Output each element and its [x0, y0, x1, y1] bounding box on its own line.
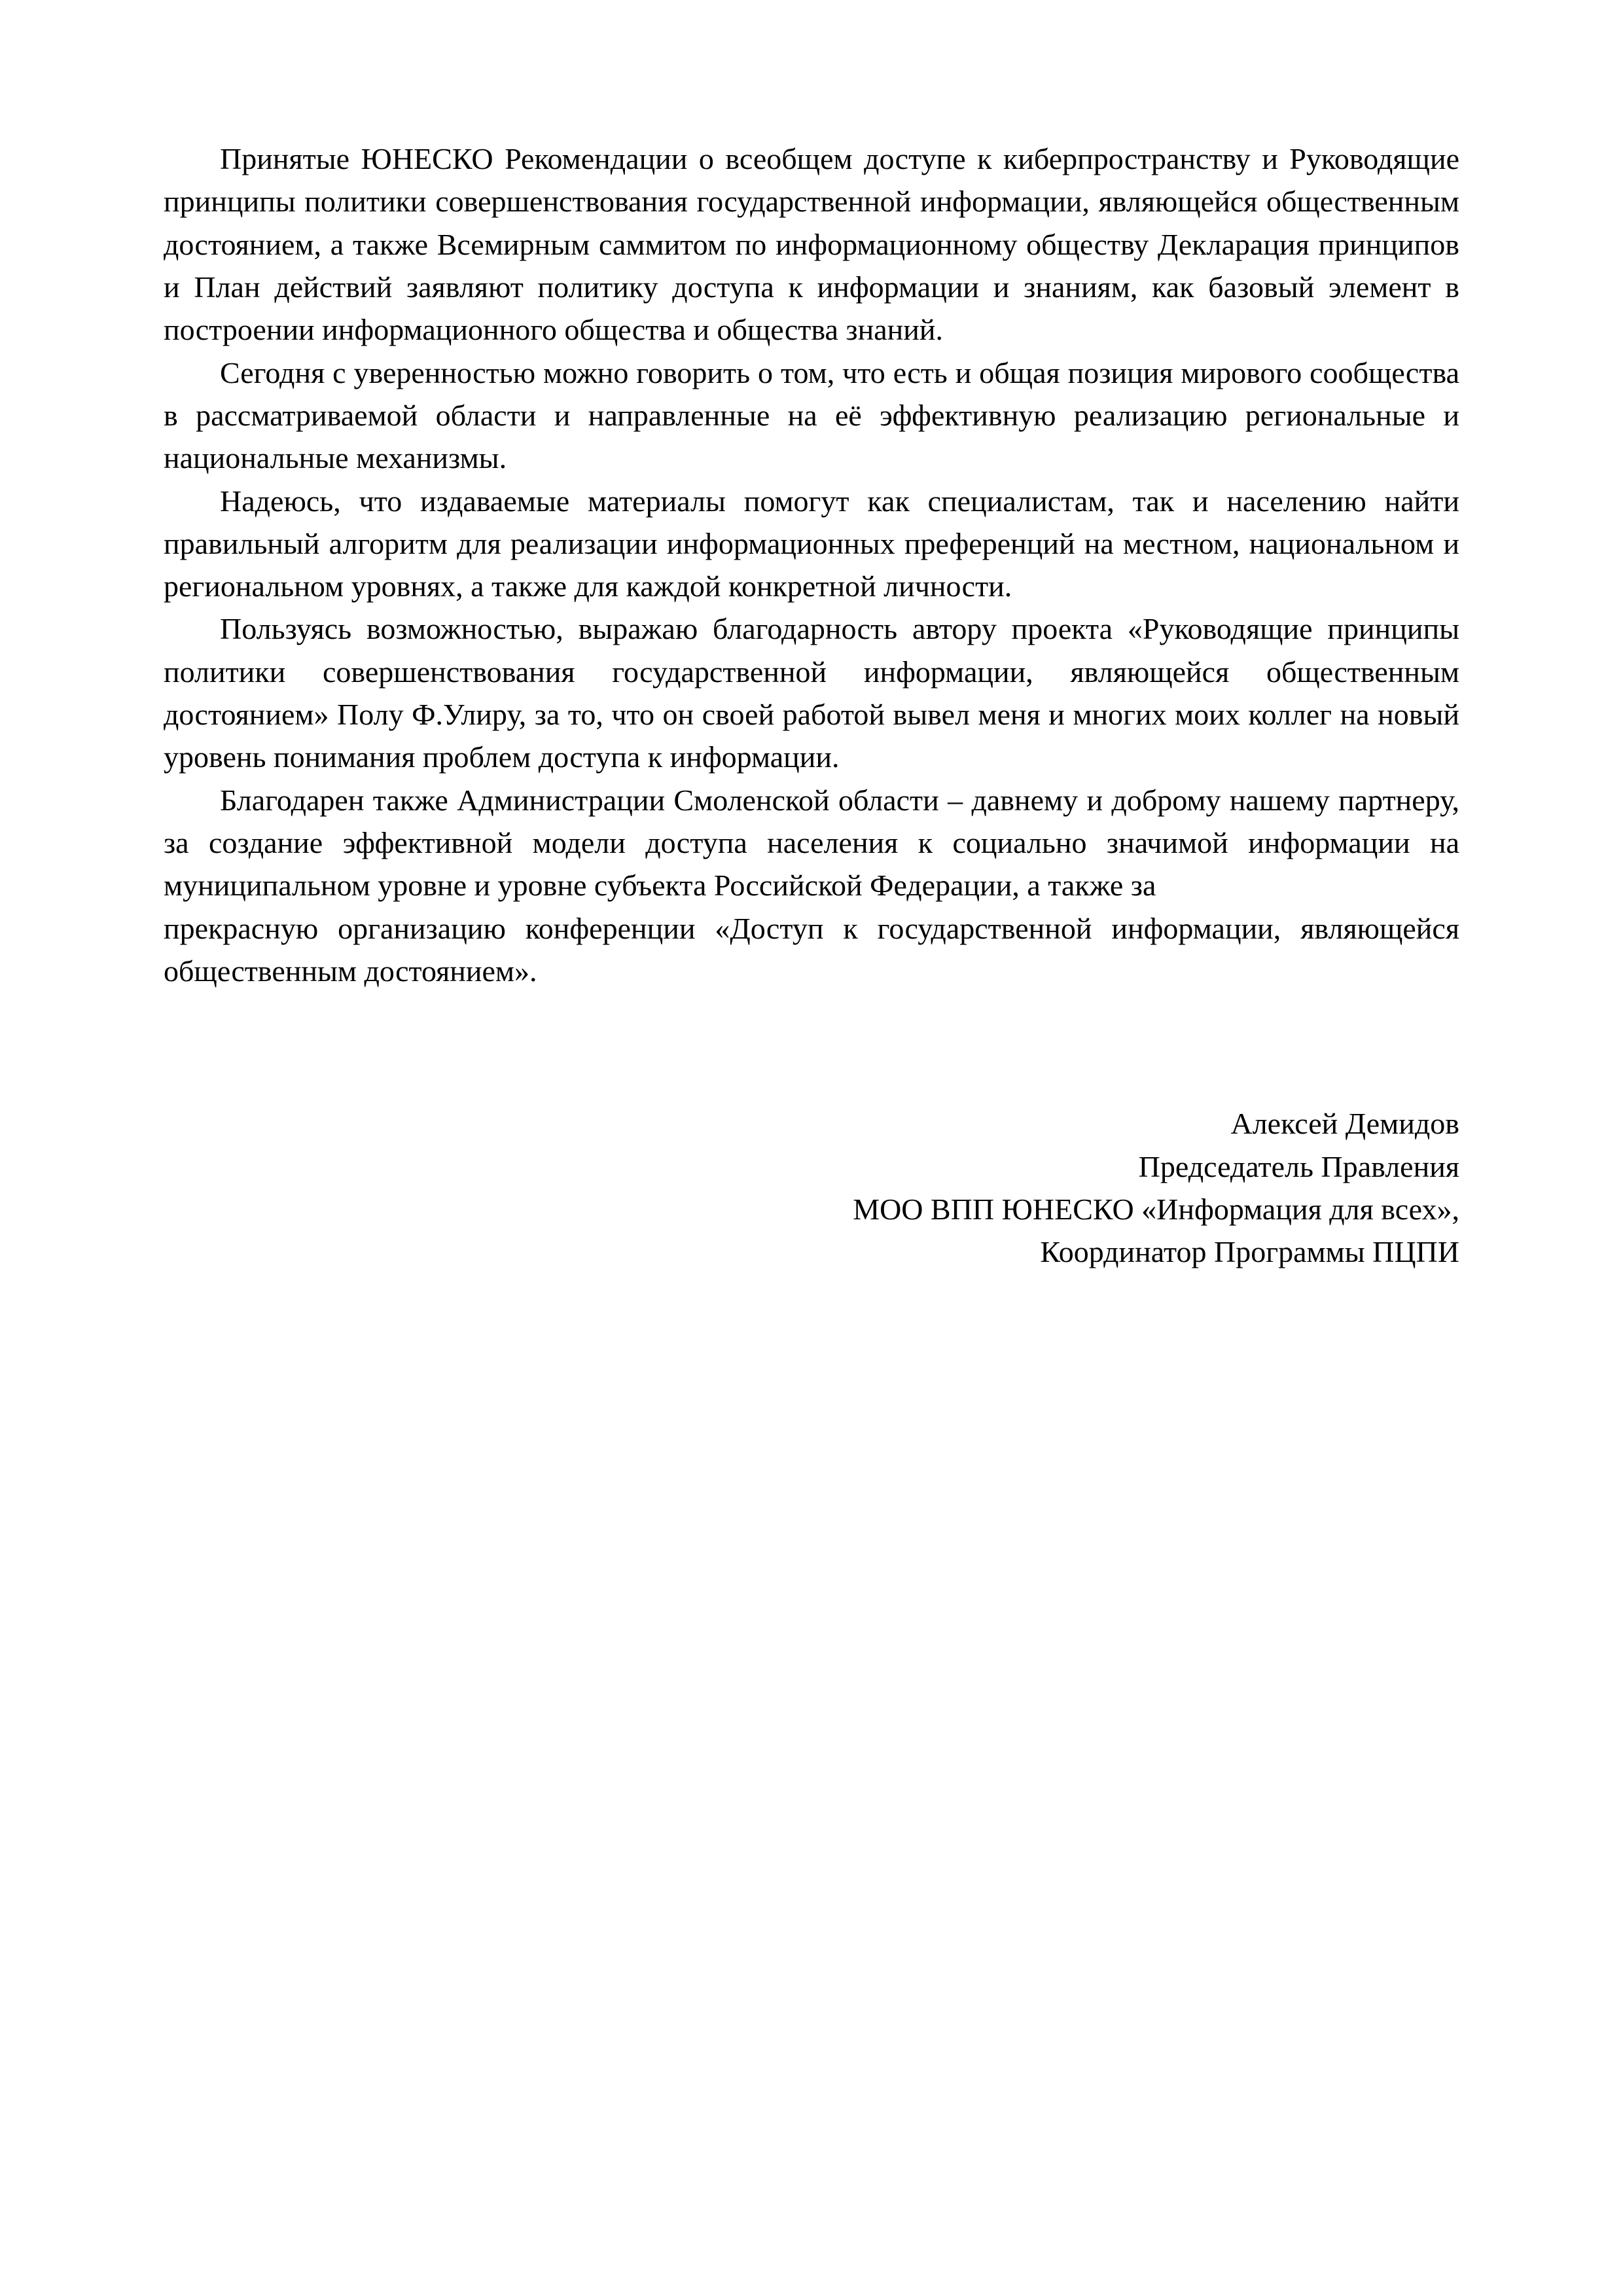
document-body: [164, 137, 1459, 992]
signature-name: Алексей Демидов: [1230, 1107, 1459, 1141]
paragraph-2: Сегодня с уверенностью можно говорить о том, что есть и общая позиция мирового сообщества в рассматриваемой области и направленные на её эффективную реализацию региональные и национальные механизмы.: [164, 355, 1459, 475]
paragraph-6: прекрасную организацию конференции «Доступ к государственной информации, являющейся общественным достоянием».: [164, 911, 1459, 988]
paragraph-5: Благодарен также Администрации Смоленской области – давнему и доброму нашему партнеру, за создание эффективной модели доступа населения к социально значимой информации на муниципальном уровне и уровне субъекта Российской Федерации, а также за: [164, 783, 1459, 903]
paragraph-3: Надеюсь, что издаваемые материалы помогут как специалистам, так и населению найти правильный алгоритм для реализации информационных преференций на местном, национальном и региональном уровнях, а также для каждой конкретной личности.: [164, 484, 1459, 603]
signature-position: Председатель Правления: [1138, 1149, 1459, 1183]
signature-block: [164, 1102, 1459, 1273]
signature-organization: МОО ВПП ЮНЕСКО «Информация для всех»,: [853, 1192, 1459, 1226]
paragraph-1: Принятые ЮНЕСКО Рекомендации о всеобщем доступе к киберпространству и Руководящие принципы политики совершенствования государственной информации, являющейся общественным достоянием, а также Всемирным саммитом по информационному обществу Декларация принципов и План действий заявляют политику доступа к информации и знаниям, как базовый элемент в построении информационного общества и общества знаний.: [164, 142, 1459, 347]
signature-role: Координатор Программы ПЦПИ: [1040, 1235, 1459, 1269]
paragraph-4: Пользуясь возможностью, выражаю благодарность автору проекта «Руководящие принципы политики совершенствования государственной информации, являющейся общественным достоянием» Полу Ф.Улиру, за то, что он своей работой вывел меня и многих моих коллег на новый уровень понимания проблем доступа к информации.: [164, 612, 1459, 774]
